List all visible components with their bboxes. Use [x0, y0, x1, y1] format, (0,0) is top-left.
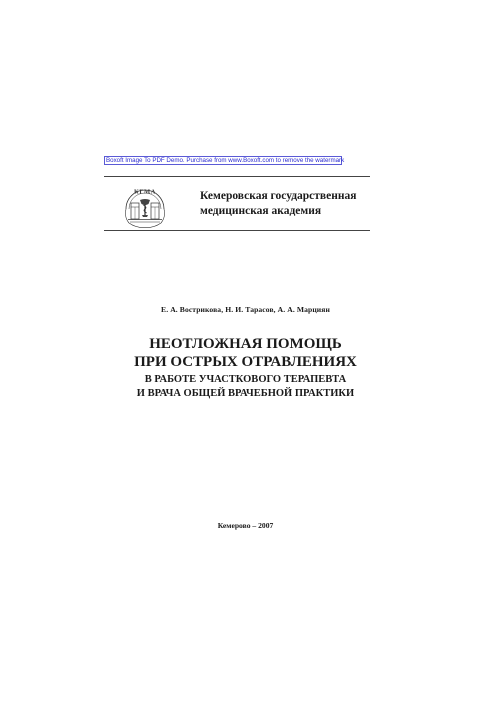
- book-subtitle-line-2: И ВРАЧА ОБЩЕЙ ВРАЧЕБНОЙ ПРАКТИКИ: [136, 387, 355, 399]
- seal-text: КГМА: [134, 188, 156, 196]
- watermark-banner: [104, 156, 345, 165]
- book-title: [0, 335, 491, 371]
- authors-line: Е. А. Вострикова, Н. И. Тарасов, А. А. Марциян: [161, 305, 330, 314]
- book-title-line-1: НЕОТЛОЖНАЯ ПОМОЩЬ: [149, 336, 342, 352]
- book-title-line-2: ПРИ ОСТРЫХ ОТРАВЛЕНИЯХ: [134, 354, 357, 370]
- academy-name: [200, 189, 368, 219]
- header-rule-top: [104, 176, 370, 177]
- institution-header: [104, 176, 370, 232]
- header-rule-bottom: [104, 230, 370, 231]
- kgma-seal-icon: [120, 179, 170, 229]
- place-and-year: Кемерово – 2007: [217, 521, 274, 530]
- book-subtitle: [0, 373, 491, 400]
- watermark-text: Boxoft Image To PDF Demo. Purchase from www.Boxoft.com to remove the watermark: [106, 157, 345, 164]
- book-subtitle-line-1: В РАБОТЕ УЧАСТКОВОГО ТЕРАПЕВТА: [144, 374, 347, 385]
- academy-name-line-2: медицинская академия: [200, 205, 322, 217]
- academy-name-line-1: Кемеровская государственная: [200, 190, 357, 202]
